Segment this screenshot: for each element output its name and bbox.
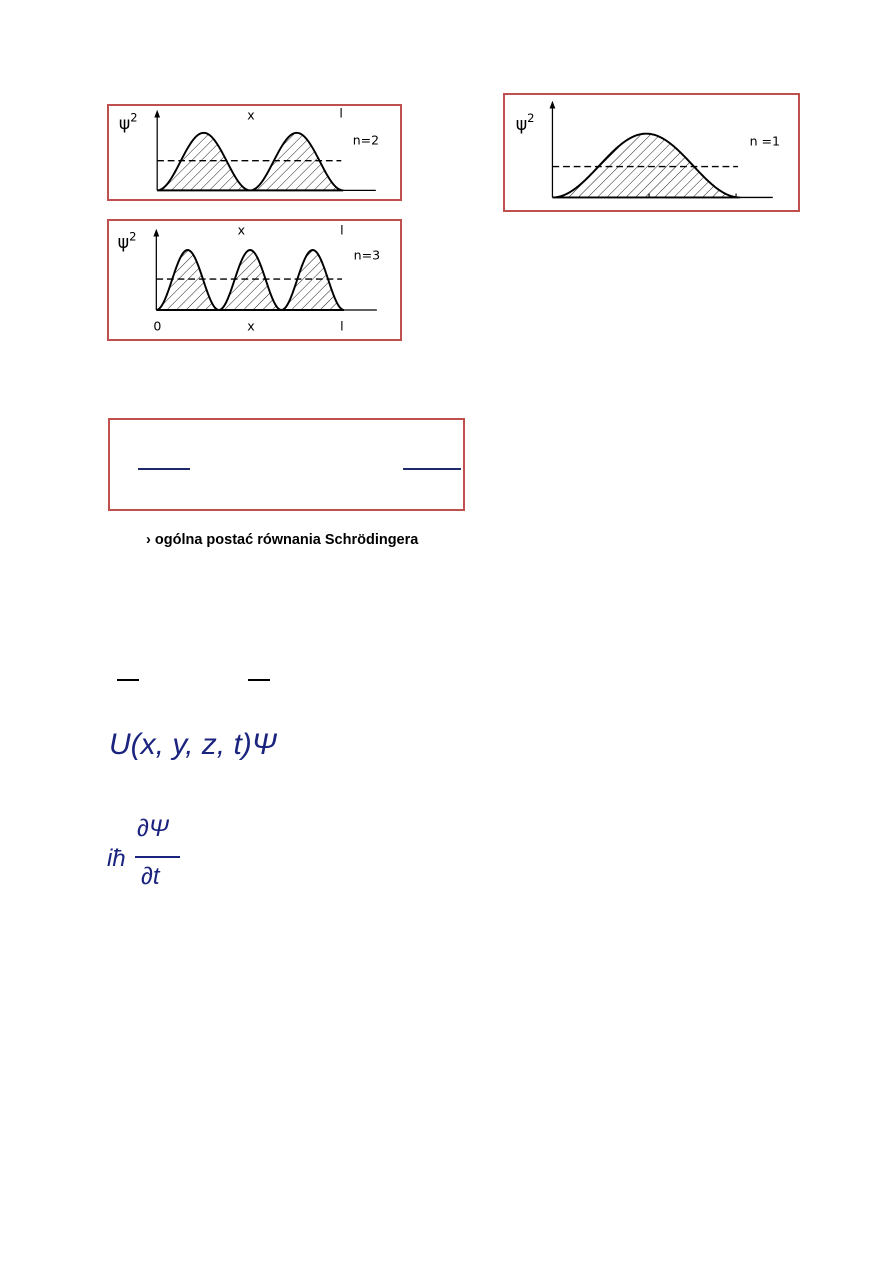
plot-n1 — [505, 95, 798, 210]
state-label: n=2 — [352, 132, 380, 148]
derivative-fraction-bar — [135, 856, 180, 858]
caption-marker: › — [146, 532, 151, 548]
y-axis-label: $\psi^2$ — [117, 229, 137, 254]
fraction-bar-left — [138, 468, 190, 470]
potential-term: U(x, y, z, t)Ψ — [109, 728, 277, 761]
y-axis-arrow-icon — [153, 229, 159, 237]
figure-psi2-n1 — [503, 93, 800, 212]
density-curve — [552, 134, 739, 198]
density-curve — [157, 133, 343, 191]
state-label: n=3 — [353, 247, 381, 263]
bottom-label-0: 0 — [153, 318, 162, 334]
y-axis-label: $\psi^2$ — [515, 111, 535, 135]
fraction-bar-right — [403, 468, 461, 470]
figure-psi2-n3 — [107, 219, 402, 341]
fraction-bar-small-1 — [117, 679, 139, 681]
derivative-denominator: ∂t — [141, 863, 160, 890]
y-axis-arrow-icon — [154, 110, 160, 118]
y-axis-arrow-icon — [550, 101, 556, 109]
top-label-l: l — [340, 222, 344, 238]
density-curve — [156, 250, 344, 310]
derivative-numerator: ∂Ψ — [137, 815, 169, 842]
figure-psi2-n2 — [107, 104, 402, 201]
top-label-l: l — [339, 105, 343, 121]
ih-bar-prefix: iħ — [107, 845, 126, 872]
state-label: n =1 — [749, 133, 781, 149]
caption — [146, 532, 418, 548]
caption-text: ogólna postać równania Schrödingera — [154, 532, 419, 548]
fraction-bar-small-2 — [248, 679, 270, 681]
plot-n3 — [109, 221, 400, 339]
top-label-x: x — [237, 222, 246, 238]
plot-n2 — [109, 106, 400, 199]
bottom-label-x: x — [247, 318, 255, 334]
y-axis-label: $\psi^2$ — [118, 110, 138, 135]
bottom-label-l: l — [340, 318, 344, 334]
top-label-x: x — [247, 107, 255, 123]
equation-box — [108, 418, 465, 511]
